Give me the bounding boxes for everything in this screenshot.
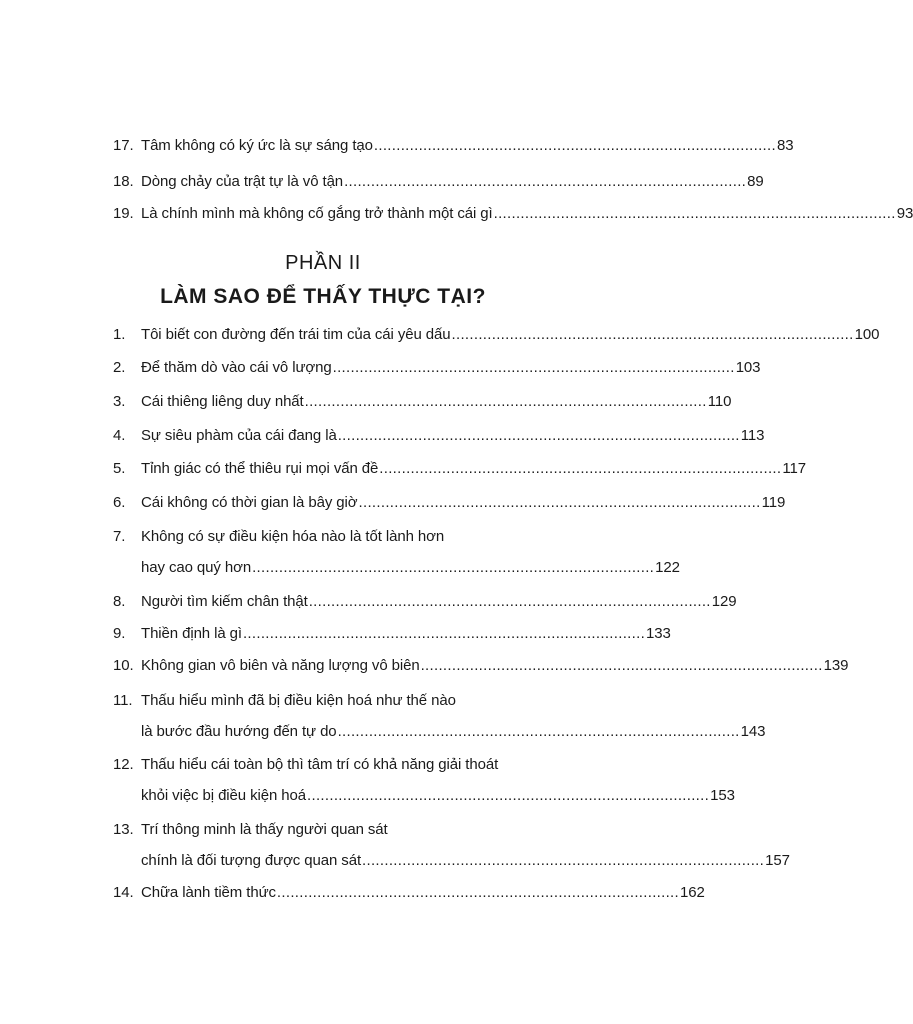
entry-number: 17. xyxy=(113,137,134,154)
entry-number: 8. xyxy=(113,593,126,610)
entry-number: 19. xyxy=(113,205,134,222)
toc-entry xyxy=(113,392,732,412)
entry-title: Để thăm dò vào cái vô lượng xyxy=(141,359,332,376)
entry-title-continued: khỏi việc bị điều kiện hoá xyxy=(141,787,307,804)
dot-leader: .......................................................................................... xyxy=(420,657,823,674)
toc-entry xyxy=(113,325,880,345)
toc-entry xyxy=(113,459,806,479)
entry-title: Trí thông minh là thấy người quan sát xyxy=(141,821,388,838)
entry-title: Sự siêu phàm của cái đang là xyxy=(141,427,337,444)
entry-page-number: 89 xyxy=(747,173,764,190)
entry-title: Tâm không có ký ức là sự sáng tạo xyxy=(141,137,373,154)
entry-title-continued: là bước đầu hướng đến tự do xyxy=(141,723,337,740)
entry-page-number: 133 xyxy=(646,625,671,642)
toc-entry xyxy=(113,527,680,579)
toc-entry xyxy=(113,493,786,513)
dot-leader: .......................................................................................... xyxy=(242,625,646,642)
entry-number: 4. xyxy=(113,427,126,444)
dot-leader: .......................................................................................... xyxy=(276,884,679,901)
entry-page-number: 119 xyxy=(761,494,786,511)
toc-entry xyxy=(113,755,735,807)
entry-page-number: 157 xyxy=(765,852,790,869)
toc-entry xyxy=(113,204,913,224)
entry-title: Tỉnh giác có thể thiêu rụi mọi vấn đề xyxy=(141,460,379,477)
entry-number: 1. xyxy=(113,326,126,343)
entry-number: 6. xyxy=(113,494,126,511)
part-label: PHẦN II xyxy=(285,252,361,274)
dot-leader: .......................................................................................... xyxy=(308,593,711,610)
entry-number: 12. xyxy=(113,756,134,773)
entry-title: Thiền định là gì xyxy=(141,625,242,642)
entry-page-number: 162 xyxy=(680,884,705,901)
part-title: LÀM SAO ĐỂ THẤY THỰC TẠI? xyxy=(160,285,486,308)
dot-leader: .......................................................................................... xyxy=(379,460,782,477)
toc-entry xyxy=(113,656,849,676)
entry-title: Tôi biết con đường đến trái tim của cái yêu dấu xyxy=(141,326,451,343)
toc-entry xyxy=(113,592,737,612)
dot-leader: .......................................................................................... xyxy=(493,205,896,222)
toc-entry xyxy=(113,136,794,156)
entry-title-continued: hay cao quý hơn xyxy=(141,559,252,576)
entry-page-number: 129 xyxy=(711,593,737,610)
toc-entry xyxy=(113,426,765,446)
entry-number: 2. xyxy=(113,359,126,376)
toc-entry xyxy=(113,883,705,903)
entry-page-number: 117 xyxy=(782,460,806,477)
dot-leader: .......................................................................................... xyxy=(373,137,776,154)
entry-title: Cái không có thời gian là bây giờ xyxy=(141,494,358,511)
entry-number: 3. xyxy=(113,393,126,410)
entry-title-continued: chính là đối tượng được quan sát xyxy=(141,852,362,869)
toc-entry xyxy=(113,358,761,378)
dot-leader: .......................................................................................... xyxy=(337,723,740,740)
entry-title: Là chính mình mà không cố gắng trở thành một cái gì xyxy=(141,205,493,222)
dot-leader: .......................................................................................... xyxy=(304,393,707,410)
entry-number: 11. xyxy=(113,692,133,709)
entry-number: 7. xyxy=(113,528,126,545)
dot-leader: .......................................................................................... xyxy=(332,359,735,376)
entry-title: Cái thiêng liêng duy nhất xyxy=(141,393,304,410)
entry-page-number: 103 xyxy=(735,359,761,376)
entry-page-number: 122 xyxy=(655,559,680,576)
entry-number: 18. xyxy=(113,173,134,190)
dot-leader: .......................................................................................... xyxy=(252,559,655,576)
toc-entry xyxy=(113,172,764,192)
entry-number: 5. xyxy=(113,460,126,477)
entry-title: Thấu hiểu mình đã bị điều kiện hoá như thế nào xyxy=(141,692,456,709)
entry-page-number: 113 xyxy=(740,427,765,444)
entry-number: 13. xyxy=(113,821,134,838)
dot-leader: .......................................................................................... xyxy=(451,326,854,343)
entry-title: Không có sự điều kiện hóa nào là tốt lành hơn xyxy=(141,528,445,545)
entry-number: 9. xyxy=(113,625,126,642)
entry-page-number: 153 xyxy=(710,787,735,804)
entry-title: Thấu hiểu cái toàn bộ thì tâm trí có khả năng giải thoát xyxy=(141,756,499,773)
entry-title: Người tìm kiếm chân thật xyxy=(141,593,308,610)
dot-leader: .......................................................................................... xyxy=(307,787,710,804)
dot-leader: .......................................................................................... xyxy=(337,427,740,444)
dot-leader: .......................................................................................... xyxy=(358,494,761,511)
entry-number: 14. xyxy=(113,884,134,901)
entry-page-number: 93 xyxy=(896,205,913,222)
toc-entry xyxy=(113,820,790,872)
dot-leader: .......................................................................................... xyxy=(344,173,747,190)
entry-page-number: 143 xyxy=(740,723,766,740)
entry-page-number: 83 xyxy=(776,137,794,154)
entry-page-number: 100 xyxy=(854,326,880,343)
entry-title: Chữa lành tiềm thức xyxy=(141,884,276,901)
toc-entry xyxy=(113,691,766,743)
entry-title: Không gian vô biên và năng lượng vô biên xyxy=(141,657,420,674)
toc-entry xyxy=(113,624,671,644)
dot-leader: .......................................................................................... xyxy=(362,852,765,869)
entry-page-number: 110 xyxy=(707,393,732,410)
entry-number: 10. xyxy=(113,657,134,674)
entry-title: Dòng chảy của trật tự là vô tận xyxy=(141,173,344,190)
entry-page-number: 139 xyxy=(823,657,849,674)
